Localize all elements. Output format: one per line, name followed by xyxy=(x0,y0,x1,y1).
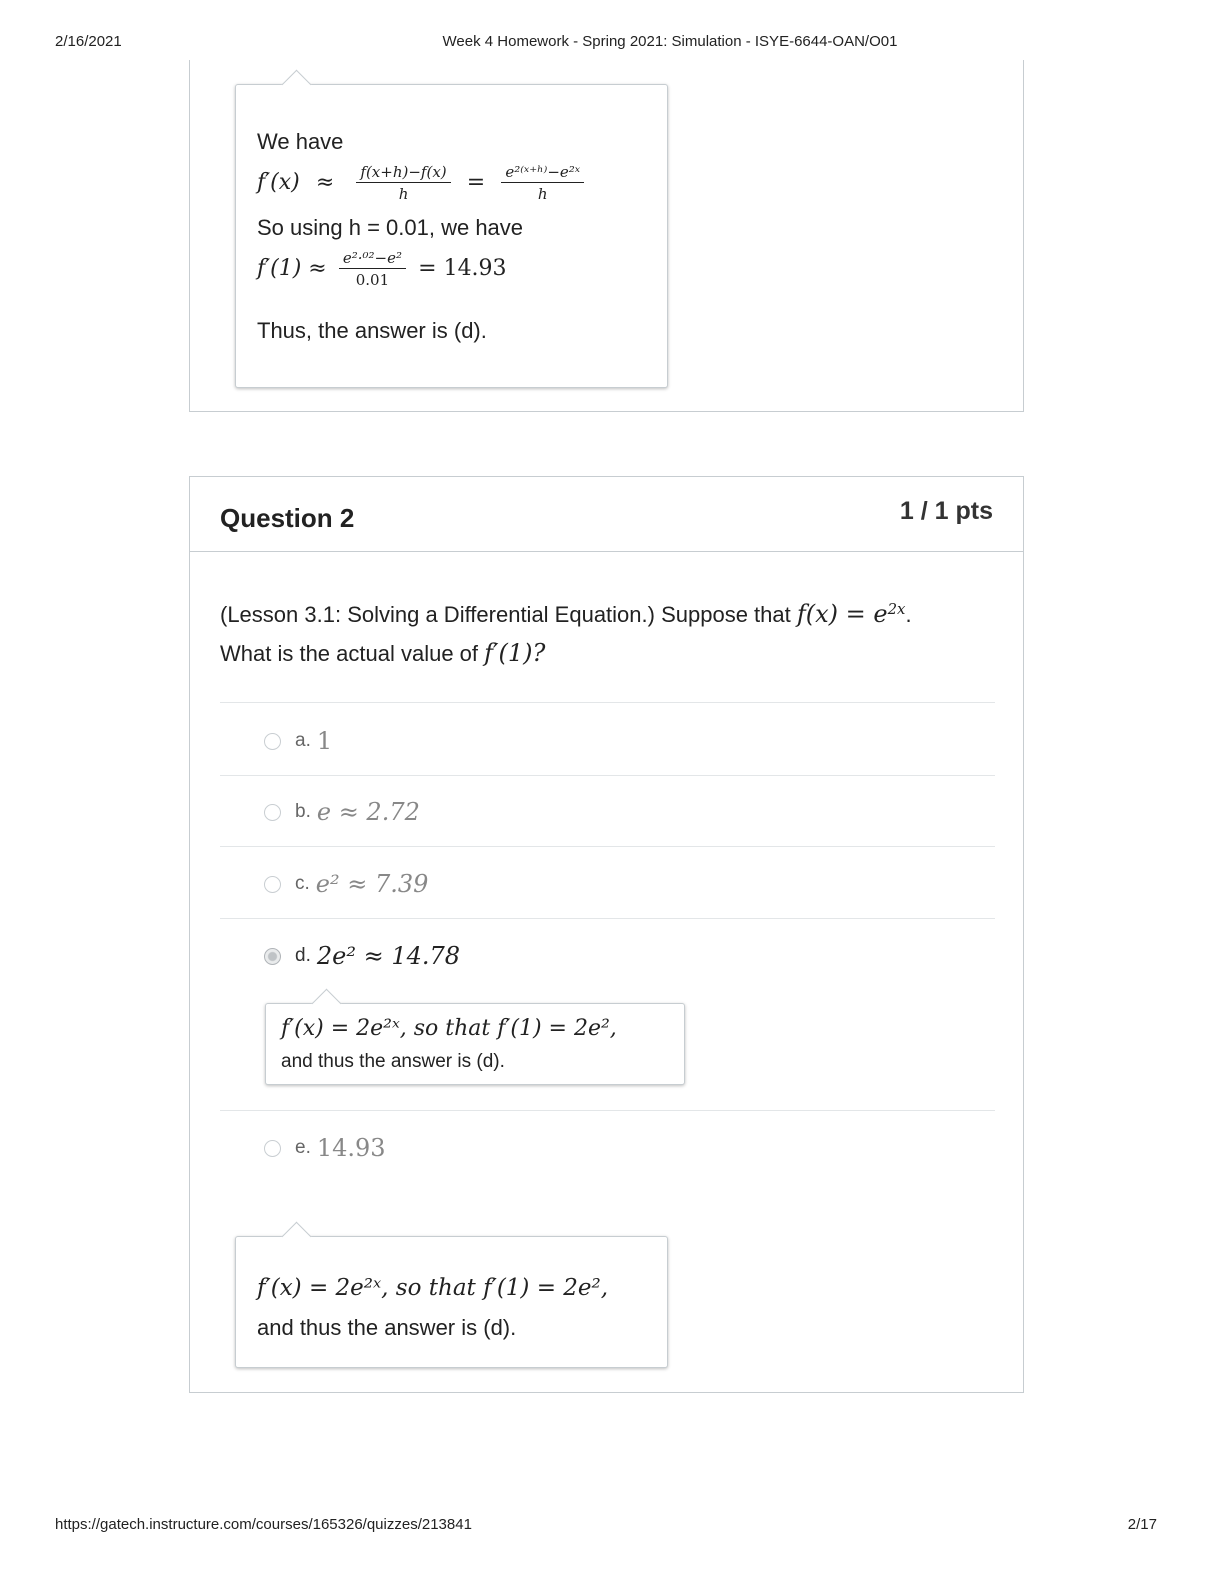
answer-divider xyxy=(220,1110,995,1111)
answer-a-radio[interactable] xyxy=(264,733,281,750)
answer-e-radio[interactable] xyxy=(264,1140,281,1157)
q1-approx-symbol: ≈ xyxy=(315,169,335,195)
callout-arrow xyxy=(282,70,312,100)
q1-fraction-den: h xyxy=(398,185,409,203)
page-url: https://gatech.instructure.com/courses/165326/quizzes/213841 xyxy=(55,1516,472,1533)
question-points: 1 / 1 pts xyxy=(899,497,993,525)
question-2-card xyxy=(189,476,1024,1393)
question-text-line2: What is the actual value of xyxy=(220,641,479,666)
q1-numeric-approx xyxy=(257,249,507,289)
answer-comment-formula: f′(x) = 2e²ˣ, so that f′(1) = 2e², xyxy=(281,1016,617,1041)
question-fp1: f′(1)? xyxy=(484,639,546,667)
answer-b[interactable] xyxy=(264,798,420,826)
q1-fraction-exp-den: h xyxy=(537,185,548,203)
answer-d-value: 2e² ≈ 14.78 xyxy=(316,942,461,970)
q1-fp-x: f′(x) xyxy=(257,169,300,195)
answer-c-value: e² ≈ 7.39 xyxy=(315,870,429,898)
q1-fraction-num: f(x+h)−f(x) xyxy=(356,163,450,183)
q1-fraction-exp-num: e²⁽ˣ⁺ʰ⁾−e²ˣ xyxy=(501,163,584,183)
answer-c-radio[interactable] xyxy=(264,876,281,893)
question-2-general-comment xyxy=(235,1236,668,1368)
answer-divider xyxy=(220,846,995,847)
q1-fraction-exp xyxy=(501,163,584,203)
answer-d-radio[interactable] xyxy=(264,948,281,965)
q1-we-have: We have xyxy=(257,129,344,154)
question-2-header xyxy=(190,477,1023,552)
answer-d-selected[interactable] xyxy=(264,942,460,970)
q1-conclusion: Thus, the answer is (d). xyxy=(257,318,487,343)
q1-result: = 14.93 xyxy=(418,255,507,281)
answer-d-letter: d. xyxy=(295,945,311,966)
q1-derivative-approx xyxy=(257,163,590,203)
answer-a-value: 1 xyxy=(316,727,333,755)
answer-b-radio[interactable] xyxy=(264,804,281,821)
q1-fraction-numeric xyxy=(339,249,406,289)
answer-e-letter: e. xyxy=(295,1137,311,1158)
general-comment-text: and thus the answer is (d). xyxy=(257,1315,517,1340)
answer-comment-text: and thus the answer is (d). xyxy=(281,1051,505,1072)
q1-fp-1: f′(1) ≈ xyxy=(257,255,327,281)
answer-d-comment xyxy=(265,1003,685,1085)
print-date: 2/16/2021 xyxy=(55,33,122,50)
q1-fraction-difference xyxy=(356,163,450,203)
answer-a[interactable] xyxy=(264,727,332,755)
question-fx: $f(x) = e^{2x}$ xyxy=(796,599,906,628)
question-text: (Lesson 3.1: Solving a Differential Equation.) Suppose that $f(x) = e^{2x}$. What is the actual value of f′(1)? xyxy=(220,599,912,667)
answer-a-letter: a. xyxy=(295,730,311,751)
page-number: 2/17 xyxy=(1127,1516,1157,1533)
page-title: Week 4 Homework - Spring 2021: Simulation - ISYE-6644-OAN/O01 xyxy=(442,33,898,50)
callout-arrow xyxy=(312,989,342,1019)
answer-e[interactable] xyxy=(264,1134,386,1162)
question-1-general-comment xyxy=(235,84,668,388)
q1-fraction-numeric-den: 0.01 xyxy=(355,271,390,289)
question-text-prefix: (Lesson 3.1: Solving a Differential Equation.) Suppose that xyxy=(220,602,791,627)
q1-fraction-numeric-num: e²·⁰²−e² xyxy=(339,249,406,269)
answer-b-letter: b. xyxy=(295,801,311,822)
answer-divider xyxy=(220,918,995,919)
answer-b-value: e ≈ 2.72 xyxy=(316,798,420,826)
question-1-card-continued xyxy=(189,60,1024,412)
answer-e-value: 14.93 xyxy=(316,1134,386,1162)
answer-c[interactable] xyxy=(264,870,428,898)
callout-arrow xyxy=(282,1222,312,1252)
q1-equals: = xyxy=(466,169,486,195)
answer-divider xyxy=(220,775,995,776)
question-title: Question 2 xyxy=(220,503,355,533)
general-comment-formula: f′(x) = 2e²ˣ, so that f′(1) = 2e², xyxy=(257,1275,609,1301)
answer-c-letter: c. xyxy=(295,873,310,894)
answer-divider xyxy=(220,702,995,703)
q1-so-using: So using h = 0.01, we have xyxy=(257,215,524,240)
